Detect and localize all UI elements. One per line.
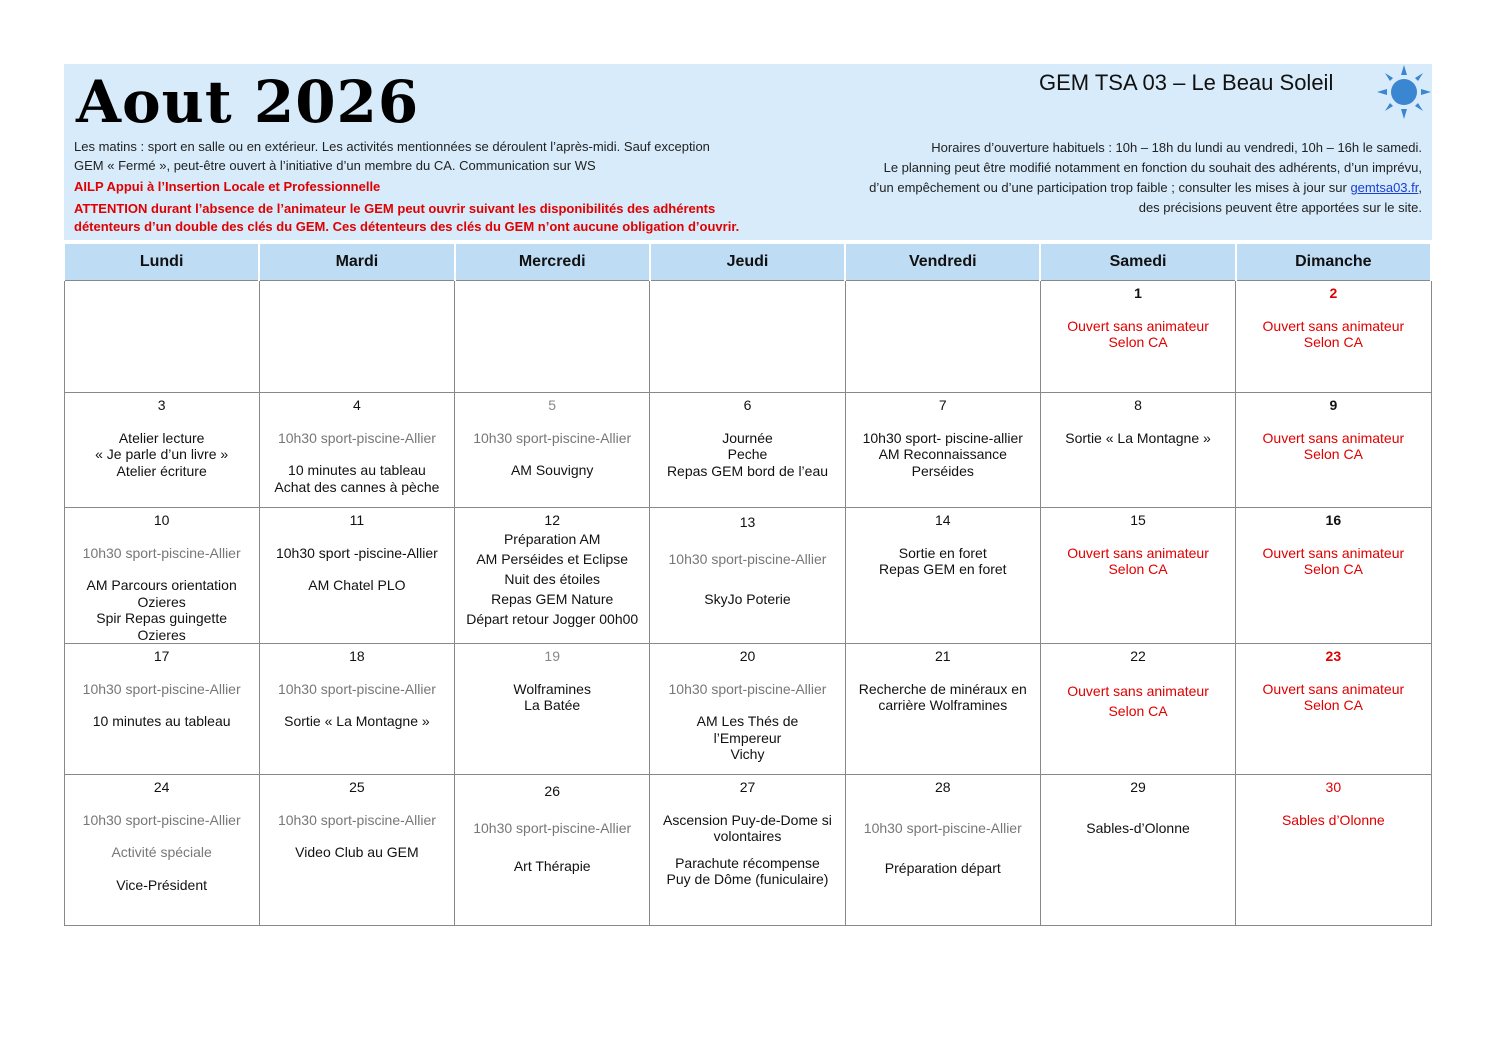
day-cell [455, 508, 650, 644]
day-cell [259, 393, 454, 508]
activity: Video Club au GEM [295, 844, 419, 860]
activity: Peche [727, 446, 768, 462]
activity: Ozieres [137, 626, 186, 643]
activity: « Je parle d’un livre » [95, 446, 229, 462]
website-link[interactable]: gemtsa03.fr [1350, 180, 1419, 195]
activity: Sables d’Olonne [1281, 811, 1385, 828]
activity: Atelier écriture [116, 462, 207, 479]
activity: Ascension Puy-de-Dome si [663, 811, 832, 828]
activity: Journée [722, 429, 773, 446]
day-cell [1040, 644, 1235, 775]
activity: Selon CA [1303, 446, 1363, 462]
activity: 10h30 sport-piscine-Allier [82, 680, 241, 697]
day-number: 20 [739, 648, 756, 664]
activity: Préparation départ [884, 860, 1001, 876]
activity: Vichy [730, 746, 765, 762]
day-cell [1040, 281, 1235, 393]
month-title: Aout 2026 [76, 68, 420, 136]
day-number: 19 [544, 648, 560, 664]
activity: Puy de Dôme (funiculaire) [666, 871, 829, 887]
day-number: 9 [1329, 397, 1338, 413]
attention-note: détenteurs d’un double des clés du GEM. Ces détenteurs des clés du GEM n’ont aucune obligation d’ouvrir. [74, 219, 740, 234]
activity: 10h30 sport-piscine-Allier [82, 544, 241, 561]
day-number: 10 [153, 512, 170, 528]
activity: 10h30 sport-piscine-Allier [668, 550, 827, 567]
activity: Ouvert sans animateur [1262, 680, 1405, 697]
planning-note [782, 178, 1422, 198]
day-cell [845, 508, 1040, 644]
activity: Selon CA [1108, 334, 1168, 350]
attention-note: ATTENTION durant l’absence de l’animateur le GEM peut ouvrir suivant les disponibilités des adhérents [74, 200, 716, 216]
day-number: 28 [934, 779, 951, 795]
activity: 10h30 sport-piscine-Allier [277, 429, 436, 446]
activity: Art Thérapie [513, 858, 591, 874]
day-cell [259, 508, 454, 644]
day-cell [259, 775, 454, 926]
day-cell [845, 393, 1040, 508]
activity: 10h30 sport- piscine-allier [862, 429, 1023, 446]
activity: Ouvert sans animateur [1067, 544, 1209, 561]
activity: 10h30 sport-piscine-Allier [277, 811, 436, 828]
activity: La Batée [524, 697, 581, 713]
planning-note: Le planning peut être modifié notamment en fonction du souhait des adhérents, d’un imprévu, [883, 160, 1422, 175]
week-row [64, 775, 1431, 926]
activity: Ouvert sans animateur [1067, 317, 1209, 334]
activity: 10h30 sport-piscine-Allier [82, 811, 241, 828]
day-cell [1236, 508, 1431, 644]
day-number: 2 [1329, 285, 1338, 301]
activity: Sortie « La Montagne » [284, 713, 430, 729]
week-row [64, 281, 1431, 393]
hours-text: Horaires d’ouverture habituels : 10h – 18h du lundi au vendredi, 10h – 16h le samedi. [931, 140, 1422, 155]
day-number: 22 [1130, 648, 1146, 664]
planning-note: des précisions peuvent être apportées sur le site. [1138, 200, 1422, 215]
day-cell [1236, 644, 1431, 775]
activity: Repas GEM bord de l’eau [666, 462, 829, 479]
ailp-note: AILP Appui à l’Insertion Locale et Professionnelle [74, 179, 381, 194]
day-number: 24 [153, 779, 170, 795]
activity: AM Les Thés de [696, 713, 799, 729]
activity: Selon CA [1108, 561, 1168, 577]
day-cell [845, 644, 1040, 775]
activity: AM Reconnaissance [878, 446, 1007, 462]
planning-note-text: d’un empêchement ou d’une participation trop faible ; consulter les mises à jour sur [869, 180, 1351, 195]
day-number: 11 [349, 512, 365, 528]
activity: SkyJo Poterie [704, 591, 791, 607]
day-cell [1236, 281, 1431, 393]
day-cell [650, 508, 845, 644]
activity: 10h30 sport-piscine-Allier [277, 680, 436, 697]
day-number: 5 [548, 397, 557, 413]
weekday-header-row [64, 243, 1431, 281]
day-number: 23 [1325, 648, 1342, 664]
weekday-header: Mardi [259, 243, 454, 281]
activity: Nuit des étoiles [504, 570, 601, 587]
day-cell [1236, 393, 1431, 508]
day-number: 4 [353, 397, 361, 413]
weekday-header: Jeudi [650, 243, 845, 281]
day-number: 26 [544, 783, 560, 799]
day-cell [455, 644, 650, 775]
activity: Selon CA [1303, 697, 1363, 713]
day-cell [64, 644, 259, 775]
day-cell [64, 508, 259, 644]
activity: Spir Repas guingette [96, 610, 228, 626]
opening-hours-notes [782, 138, 1422, 218]
activity: 10 minutes au tableau [288, 462, 426, 478]
calendar-grid [63, 242, 1432, 926]
day-number: 17 [153, 648, 170, 664]
day-number: 30 [1325, 779, 1342, 795]
activity: Wolframines [513, 680, 591, 697]
day-number: 21 [934, 648, 951, 664]
organization-name: GEM TSA 03 – Le Beau Soleil [1039, 70, 1334, 95]
sun-icon [1376, 64, 1432, 120]
day-number: 14 [934, 512, 951, 528]
day-cell-empty [64, 281, 259, 393]
day-cell [259, 644, 454, 775]
activity: Ouvert sans animateur [1262, 429, 1405, 446]
day-cell-empty [259, 281, 454, 393]
day-cell-empty [650, 281, 845, 393]
day-number: 12 [544, 512, 560, 528]
activity: AM Souvigny [510, 462, 594, 478]
activity: 10 minutes au tableau [92, 713, 231, 729]
day-cell [1040, 508, 1235, 644]
activity: Préparation AM [503, 530, 601, 547]
activity: Perséides [911, 462, 974, 479]
day-cell-empty [455, 281, 650, 393]
activity: Selon CA [1108, 702, 1168, 719]
activity: AM Chatel PLO [308, 577, 406, 593]
activity: Ouvert sans animateur [1262, 317, 1405, 334]
day-number: 3 [157, 397, 166, 413]
weekday-header: Samedi [1040, 243, 1235, 281]
activity: Ouvert sans animateur [1262, 544, 1405, 561]
day-number: 16 [1325, 512, 1342, 528]
activity: Selon CA [1303, 561, 1363, 577]
day-cell [650, 393, 845, 508]
activity: Parachute récompense [675, 854, 820, 871]
day-cell [1040, 393, 1235, 508]
activity: Ouvert sans animateur [1067, 682, 1209, 699]
general-notes [74, 138, 834, 237]
weekday-header: Mercredi [455, 243, 650, 281]
activity: Départ retour Jogger 00h00 [466, 610, 639, 627]
day-cell-empty [845, 281, 1040, 393]
activity: 10h30 sport-piscine-Allier [473, 819, 632, 836]
activity: Activité spéciale [111, 844, 212, 860]
activity: Repas GEM en foret [878, 561, 1007, 577]
activity: AM Parcours orientation [86, 577, 237, 593]
activity: l’Empereur [713, 729, 782, 746]
notes-line: Les matins : sport en salle ou en extérieur. Les activités mentionnées se déroulent l’après-midi. Sauf exception [74, 139, 710, 154]
activity: volontaires [713, 828, 782, 844]
activity: Sortie en foret [898, 544, 987, 561]
activity: 10h30 sport-piscine-Allier [668, 680, 827, 697]
day-cell [650, 644, 845, 775]
day-cell [455, 775, 650, 926]
weekday-header: Dimanche [1236, 243, 1431, 281]
day-cell [845, 775, 1040, 926]
notes-line: GEM « Fermé », peut-être ouvert à l’initiative d’un membre du CA. Communication sur WS [74, 157, 596, 173]
activity: Atelier lecture [118, 429, 205, 446]
day-cell [64, 775, 259, 926]
header-banner [64, 64, 1432, 240]
weekday-header: Vendredi [845, 243, 1040, 281]
day-number: 13 [739, 514, 756, 530]
activity: Ozieres [137, 593, 186, 610]
activity: 10h30 sport -piscine-Allier [275, 544, 438, 561]
activity: Achat des cannes à pèche [274, 478, 440, 495]
day-number: 18 [349, 648, 365, 664]
day-cell [455, 393, 650, 508]
day-cell [650, 775, 845, 926]
activity: 10h30 sport-piscine-Allier [473, 429, 632, 446]
day-number: 25 [349, 779, 365, 795]
week-row [64, 644, 1431, 775]
activity: Sortie « La Montagne » [1065, 429, 1211, 446]
day-number: 7 [938, 397, 947, 413]
activity: Selon CA [1303, 334, 1363, 350]
day-number: 6 [743, 397, 752, 413]
day-cell [1040, 775, 1235, 926]
activity: Sables-d’Olonne [1086, 819, 1190, 836]
day-number: 8 [1134, 397, 1142, 413]
day-cell [64, 393, 259, 508]
day-cell [1236, 775, 1431, 926]
day-number: 15 [1130, 512, 1146, 528]
activity: 10h30 sport-piscine-Allier [863, 819, 1022, 836]
activity: Recherche de minéraux en [858, 680, 1027, 697]
week-row [64, 393, 1431, 508]
planning-note-text: , [1418, 180, 1422, 195]
activity: Vice-Président [116, 876, 208, 893]
week-row [64, 508, 1431, 644]
activity: AM Perséides et Eclipse [476, 550, 629, 567]
day-number: 29 [1130, 779, 1146, 795]
activity: Repas GEM Nature [491, 590, 614, 607]
weekday-header: Lundi [64, 243, 259, 281]
day-number: 27 [739, 779, 756, 795]
day-number: 1 [1134, 285, 1142, 301]
activity: carrière Wolframines [878, 697, 1008, 713]
